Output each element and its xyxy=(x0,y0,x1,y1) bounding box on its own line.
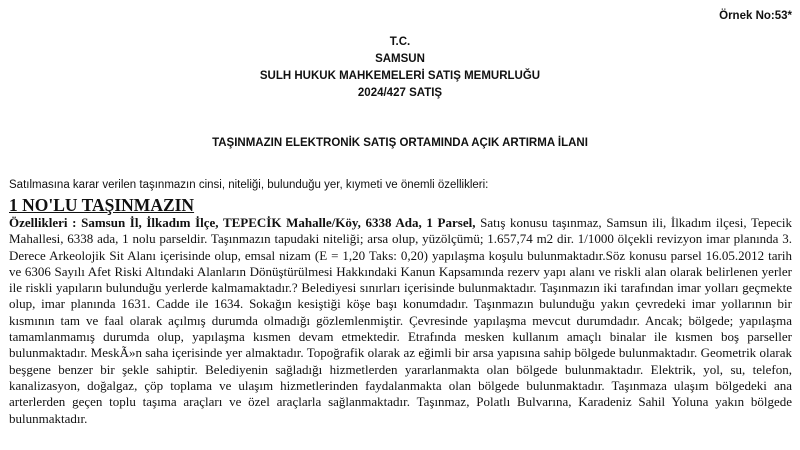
property-location: Samsun İl, İlkadım İlçe, TEPECİK Mahalle/Köy, 6338 Ada, 1 Parsel, xyxy=(81,215,476,230)
header-line-city: SAMSUN xyxy=(375,53,425,65)
intro-text: Satılmasına karar verilen taşınmazın cinsi, niteliği, bulunduğu yer, kıymeti ve önemli özellikleri: xyxy=(9,179,489,191)
header-line-office: SULH HUKUK MAHKEMELERİ SATIŞ MEMURLUĞU xyxy=(259,70,541,82)
lot-heading: 1 NO'LU TAŞINMAZIN xyxy=(9,195,195,215)
features-label: Özellikleri : xyxy=(9,215,82,230)
property-description xyxy=(9,215,792,427)
header-line-country: T.C. xyxy=(389,36,411,48)
document-header xyxy=(0,34,800,102)
example-number: Örnek No:53* xyxy=(719,10,792,22)
property-details-text: Satış konusu taşınmaz, Samsun ili, İlkadım ilçesi, Tepecik Mahallesi, 6338 ada, 1 nolu parseldir. Taşınmazın tapudaki niteliği; arsa olup, yüzölçümü; 1.657,74 m2 dir. 1/1000 ölçekli revizyon imar planında 3. Derece Arkeolojik Sit Alanı içerisinde olup, emsal nizam (E = 1,20 Taks: 0,20) yapılaşma koşulu bulunmaktadır.Söz konusu parsel 16.05.2012 tarih ve 6306 Sayılı Afet Riski Altındaki Alanların Dönüştürülmesi Hakkındaki Kanun Kapsamında rezerv yapı alanı ve riskli alan olarak belirlenen yerler ile riskli yapıların bulunduğu yerlerde kalmamaktadır.? Belediyesi sınırları içerisinde bulunmaktadır. Taşınmazın iki tarafından imar yolları geçmekte olup, imar planında 1631. Cadde ile 1634. Sokağın kesiştiği köşe başı konumdadır. Taşınmazın bulunduğu yakın çevredeki imar yollarının bir kısmının tam ve faal olarak açılmış durumda olmadığı gözlemlenmiştir. Çevresinde yapılaşma mevcut durumdadır. Ancak; bölgede; yapılaşma tamamlanmamış durumda olup, yapılaşma kısmen devam etmektedir. Etrafında mesken kullanım amaçlı binalar ile kısmen boş parseller bulunmaktadır. MeskÃ»n saha içerisinde yer almaktadır. Topoğrafik olarak az eğimli bir arsa yapısına sahip bölgede bulunmaktadır. Geometrik olarak beşgene benzer bir şekle sahiptir. Belediyenin sağladığı hizmetlerden yararlanmakta olan bölgede bulunmaktadır. Elektrik, yol, su, telefon, kanalizasyon, doğalgaz, çöp toplama ve ulaşım hizmetlerinden faydalanmakta olan bölgede bulunmaktadır. Taşınmaza ulaşım bölgedeki ana arterlerden geçen toplu taşıma araçları ve özel araçlarla sağlanmaktadır. Taşınmaz, Polatlı Bulvarına, Karadeniz Sahil Yoluna yakın bölgede bulunmaktadır. xyxy=(9,215,792,426)
notice-title: TAŞINMAZIN ELEKTRONİK SATIŞ ORTAMINDA AÇIK ARTIRMA İLANI xyxy=(212,137,588,149)
header-line-file-number: 2024/427 SATIŞ xyxy=(357,87,443,99)
